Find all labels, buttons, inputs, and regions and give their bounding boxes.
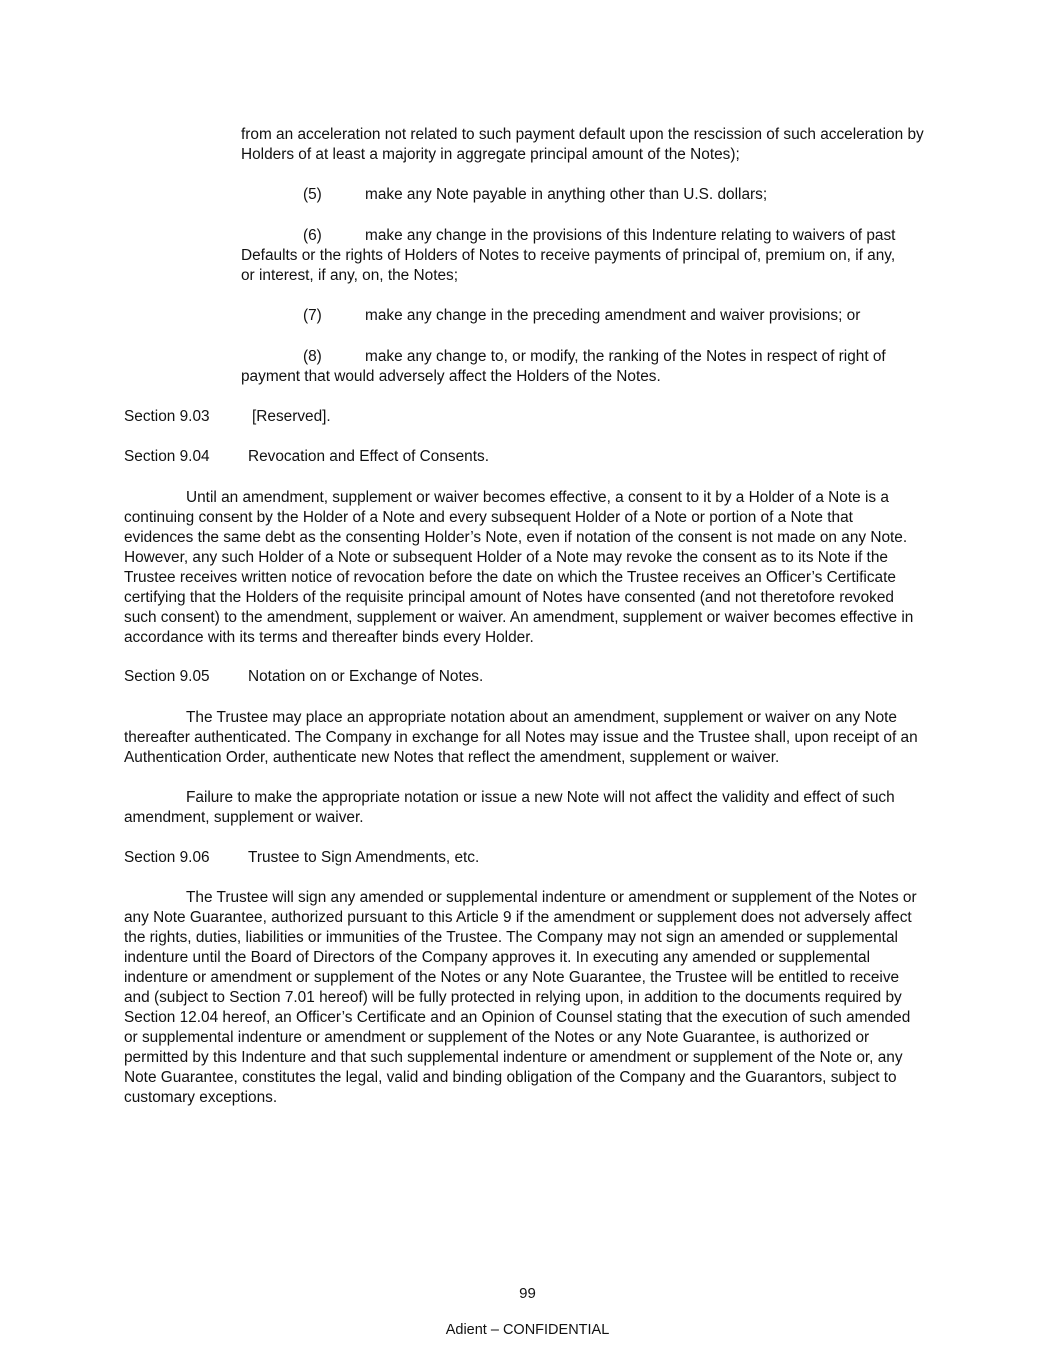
text-line: Note Guarantee, constitutes the legal, valid and binding obligation of the Company and the Guarantors, subject to bbox=[124, 1069, 897, 1086]
clause-8-first-line: make any change to, or modify, the ranking of the Notes in respect of right of bbox=[365, 348, 886, 365]
section-9-03-title: [Reserved]. bbox=[252, 408, 331, 425]
text-line: Trustee receives written notice of revocation before the date on which the Trustee receives an Officer’s Certificate bbox=[124, 569, 896, 586]
section-9-04-paragraph bbox=[124, 488, 913, 648]
section-9-06-number: Section 9.06 bbox=[124, 849, 210, 866]
section-9-05-paragraph-1 bbox=[124, 708, 918, 768]
clause-6-number: (6) bbox=[303, 227, 322, 244]
text-line: permitted by this Indenture and that such supplemental indenture or amendment or supplement of the Note or, any bbox=[124, 1049, 903, 1066]
text-line: thereafter authenticated. The Company in exchange for all Notes may issue and the Trustee shall, upon receipt of an bbox=[124, 729, 918, 746]
text-line: payment that would adversely affect the Holders of the Notes. bbox=[241, 368, 661, 385]
text-line: Failure to make the appropriate notation or issue a new Note will not affect the validity and effect of such bbox=[186, 789, 895, 806]
text-line: Authentication Order, authenticate new Notes that reflect the amendment, supplement or waiver. bbox=[124, 749, 780, 766]
text-line: indenture or amendment or supplement of the Notes or any Note Guarantee, the Trustee will be entitled to receive bbox=[124, 969, 900, 986]
text-line: indenture until the Board of Directors of the Company approves it. In executing any amended or supplemental bbox=[124, 949, 871, 966]
text-line: from an acceleration not related to such payment default upon the rescission of such acceleration by bbox=[241, 126, 924, 143]
clause-7-text: make any change in the preceding amendment and waiver provisions; or bbox=[365, 307, 861, 324]
text-line: any Note Guarantee, authorized pursuant to this Article 9 if the amendment or supplement does not adversely affect bbox=[124, 909, 912, 926]
section-9-05-number: Section 9.05 bbox=[124, 668, 210, 685]
text-line: However, any such Holder of a Note or subsequent Holder of a Note may revoke the consent as to its Note if the bbox=[124, 549, 888, 566]
text-line: Holders of at least a majority in aggregate principal amount of the Notes); bbox=[241, 146, 740, 163]
text-line: or interest, if any, on, the Notes; bbox=[241, 267, 459, 284]
text-line: Until an amendment, supplement or waiver becomes effective, a consent to it by a Holder of a Note is a bbox=[186, 489, 889, 506]
text-line: or supplemental indenture or amendment or supplement of the Notes or any Note Guarantee, is authorized or bbox=[124, 1029, 870, 1046]
section-9-05-title: Notation on or Exchange of Notes. bbox=[248, 668, 484, 685]
clause-8-continuation bbox=[241, 367, 661, 387]
text-line: The Trustee may place an appropriate notation about an amendment, supplement or waiver on any Note bbox=[186, 709, 897, 726]
clause-7-number: (7) bbox=[303, 307, 322, 324]
section-9-03-number: Section 9.03 bbox=[124, 408, 210, 425]
text-line: continuing consent by the Holder of a Note and every subsequent Holder of a Note or portion of a Note that bbox=[124, 509, 853, 526]
page-number: 99 bbox=[519, 1285, 536, 1302]
text-line: and (subject to Section 7.01 hereof) will be fully protected in relying upon, in addition to the documents required by bbox=[124, 989, 902, 1006]
section-9-06-paragraph bbox=[124, 888, 917, 1108]
section-9-04-number: Section 9.04 bbox=[124, 448, 210, 465]
confidentiality-footer: Adient – CONFIDENTIAL bbox=[445, 1322, 610, 1338]
text-line: certifying that the Holders of the requisite principal amount of Notes have consented (and not theretofore revoked bbox=[124, 589, 894, 606]
text-line: evidences the same debt as the consenting Holder’s Note, even if notation of the consent is not made on any Note. bbox=[124, 529, 908, 546]
text-line: The Trustee will sign any amended or supplemental indenture or amendment or supplement of the Notes or bbox=[186, 889, 917, 906]
text-line: Defaults or the rights of Holders of Notes to receive payments of principal of, premium on, if any, bbox=[241, 247, 896, 264]
clause-6-continuation bbox=[241, 246, 895, 286]
text-line: accordance with its terms and thereafter binds every Holder. bbox=[124, 629, 534, 646]
text-line: the rights, duties, liabilities or immunities of the Trustee. The Company may not sign an amended or supplemental bbox=[124, 929, 898, 946]
clause-6-first-line: make any change in the provisions of this Indenture relating to waivers of past bbox=[365, 227, 896, 244]
section-9-06-title: Trustee to Sign Amendments, etc. bbox=[248, 849, 480, 866]
text-line: Section 12.04 hereof, an Officer’s Certificate and an Opinion of Counsel stating that the execution of such amended bbox=[124, 1009, 911, 1026]
text-line: customary exceptions. bbox=[124, 1089, 278, 1106]
clause-8-number: (8) bbox=[303, 348, 322, 365]
clause-5-text: make any Note payable in anything other than U.S. dollars; bbox=[365, 186, 768, 203]
text-line: such consent) to the amendment, supplement or waiver. An amendment, supplement or waiver becomes effective in bbox=[124, 609, 914, 626]
section-9-05-paragraph-2 bbox=[124, 788, 895, 828]
text-line: amendment, supplement or waiver. bbox=[124, 809, 364, 826]
clause-5-number: (5) bbox=[303, 186, 322, 203]
clause-4-continuation bbox=[241, 125, 924, 165]
section-9-04-title: Revocation and Effect of Consents. bbox=[248, 448, 489, 465]
